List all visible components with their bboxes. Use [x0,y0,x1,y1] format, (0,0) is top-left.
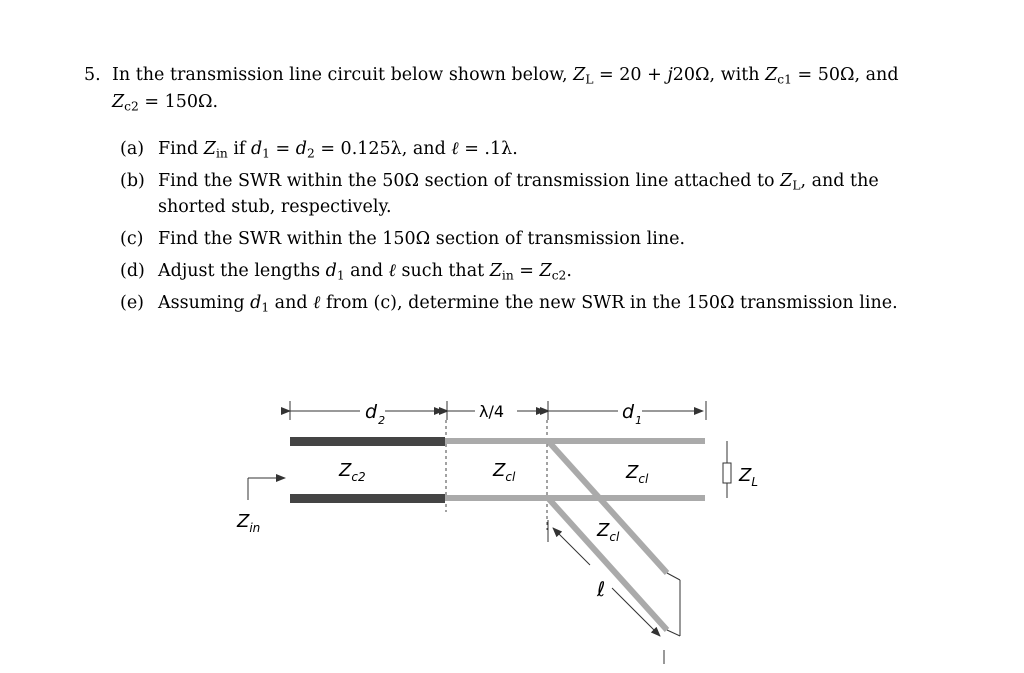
ell-dimension [548,520,664,664]
label-zin: $Z_{in}$ [237,511,261,535]
part-d: (d) Adjust the lengths $d_1$ and ℓ such that $Z_{in} = Z_{c2}$. [120,261,572,283]
stub-short [667,573,680,636]
label-zc1-quarter: $Z_{cl}$ [493,460,516,484]
label-zc1-stub: $Z_{cl}$ [597,520,620,544]
problem-stem-line2: $Z_{c2} = 150\Omega$. [112,92,219,114]
label-zl: $Z_L$ [739,465,759,489]
part-b: (b) Find the SWR within the 50Ω section of transmission line attached to $Z_L$, and the shorted stub, respectively. [120,171,879,217]
load-impedance [723,441,731,498]
zc2-section [290,437,445,503]
label-d2: $d_2$ [365,401,386,427]
label-zc2: $Z_{c2}$ [339,460,366,484]
part-a: (a) Find $Z_{in}$ if $d_1 = d_2 = 0.125\lambda$, and ℓ = .1λ. [120,139,518,161]
part-e: (e) Assuming $d_1$ and ℓ from (c), determine the new SWR in the 150Ω transmission line. [120,293,898,315]
label-ell: ℓ [597,577,606,601]
zin-arrow [248,478,285,500]
label-quarter-wave: λ/4 [479,402,505,421]
label-zc1-load: $Z_{cl}$ [626,462,649,486]
label-d1: $d_1$ [622,401,643,427]
problem-stem-line1: In the transmission line circuit below shown below, $Z_L = 20 + j20\Omega$, with $Z_{c1} = 50\Omega$, and [112,65,899,87]
problem-number: 5. [84,65,101,85]
part-c: (c) Find the SWR within the 150Ω section of transmission line. [120,229,686,249]
